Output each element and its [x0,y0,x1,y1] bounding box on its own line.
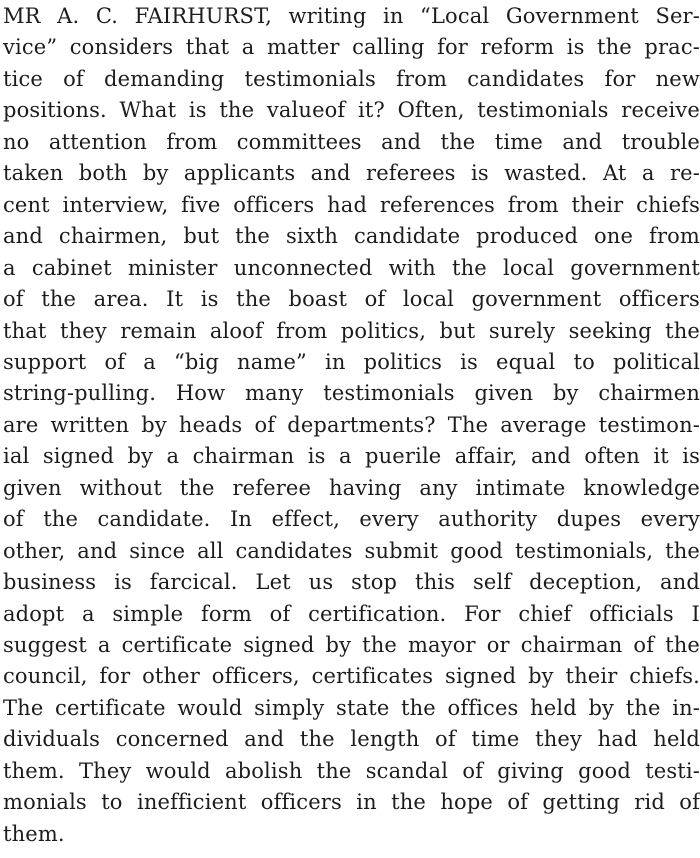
article-line: MR A. C. FAIRHURST, writing in “Local Government Ser- [3,4,700,28]
article-line: that they remain aloof from politics, but surely seeking the [3,319,700,343]
article-line: and chairmen, but the sixth candidate produced one from [3,224,700,248]
article-line: tice of demanding testimonials from candidates for new [3,67,700,91]
article-line: vice” considers that a matter calling for reform is the prac- [3,35,700,59]
article-line: taken both by applicants and referees is wasted. At a re- [3,161,700,185]
article-line: business is farcical. Let us stop this self deception, and [3,570,700,594]
article-line: of the area. It is the boast of local government officers [3,287,700,311]
article-line: no attention from committees and the time and trouble [3,130,700,154]
article-line: The certificate would simply state the offices held by the in- [3,696,700,720]
article-line: adopt a simple form of certification. For chief officials I [3,602,700,626]
article-line: support of a “big name” in politics is equal to political [3,350,700,374]
article-line: string-pulling. How many testimonials given by chairmen [3,381,700,405]
article-line: dividuals concerned and the length of time they had held [3,727,700,751]
article-line: a cabinet minister unconnected with the local government [3,256,700,280]
article-line: other, and since all candidates submit good testimonials, the [3,539,700,563]
article-line: cent interview, five officers had references from their chiefs [3,193,700,217]
article-line: them. [3,822,65,846]
article-line: of the candidate. In effect, every authority dupes every [3,507,700,531]
article-line: monials to inefficient officers in the hope of getting rid of [3,790,700,814]
article-line: council, for other officers, certificates signed by their chiefs. [3,664,700,688]
article-line: given without the referee having any intimate knowledge [3,476,700,500]
article-line: suggest a certificate signed by the mayor or chairman of the [3,633,700,657]
article-line: them. They would abolish the scandal of giving good testi- [3,759,700,783]
article-line: positions. What is the valueof it? Often, testimonials receive [3,98,700,122]
article-line: ial signed by a chairman is a puerile affair, and often it is [3,444,700,468]
article-text-block [3,0,700,858]
article-line: are written by heads of departments? The average testimon- [3,413,700,437]
